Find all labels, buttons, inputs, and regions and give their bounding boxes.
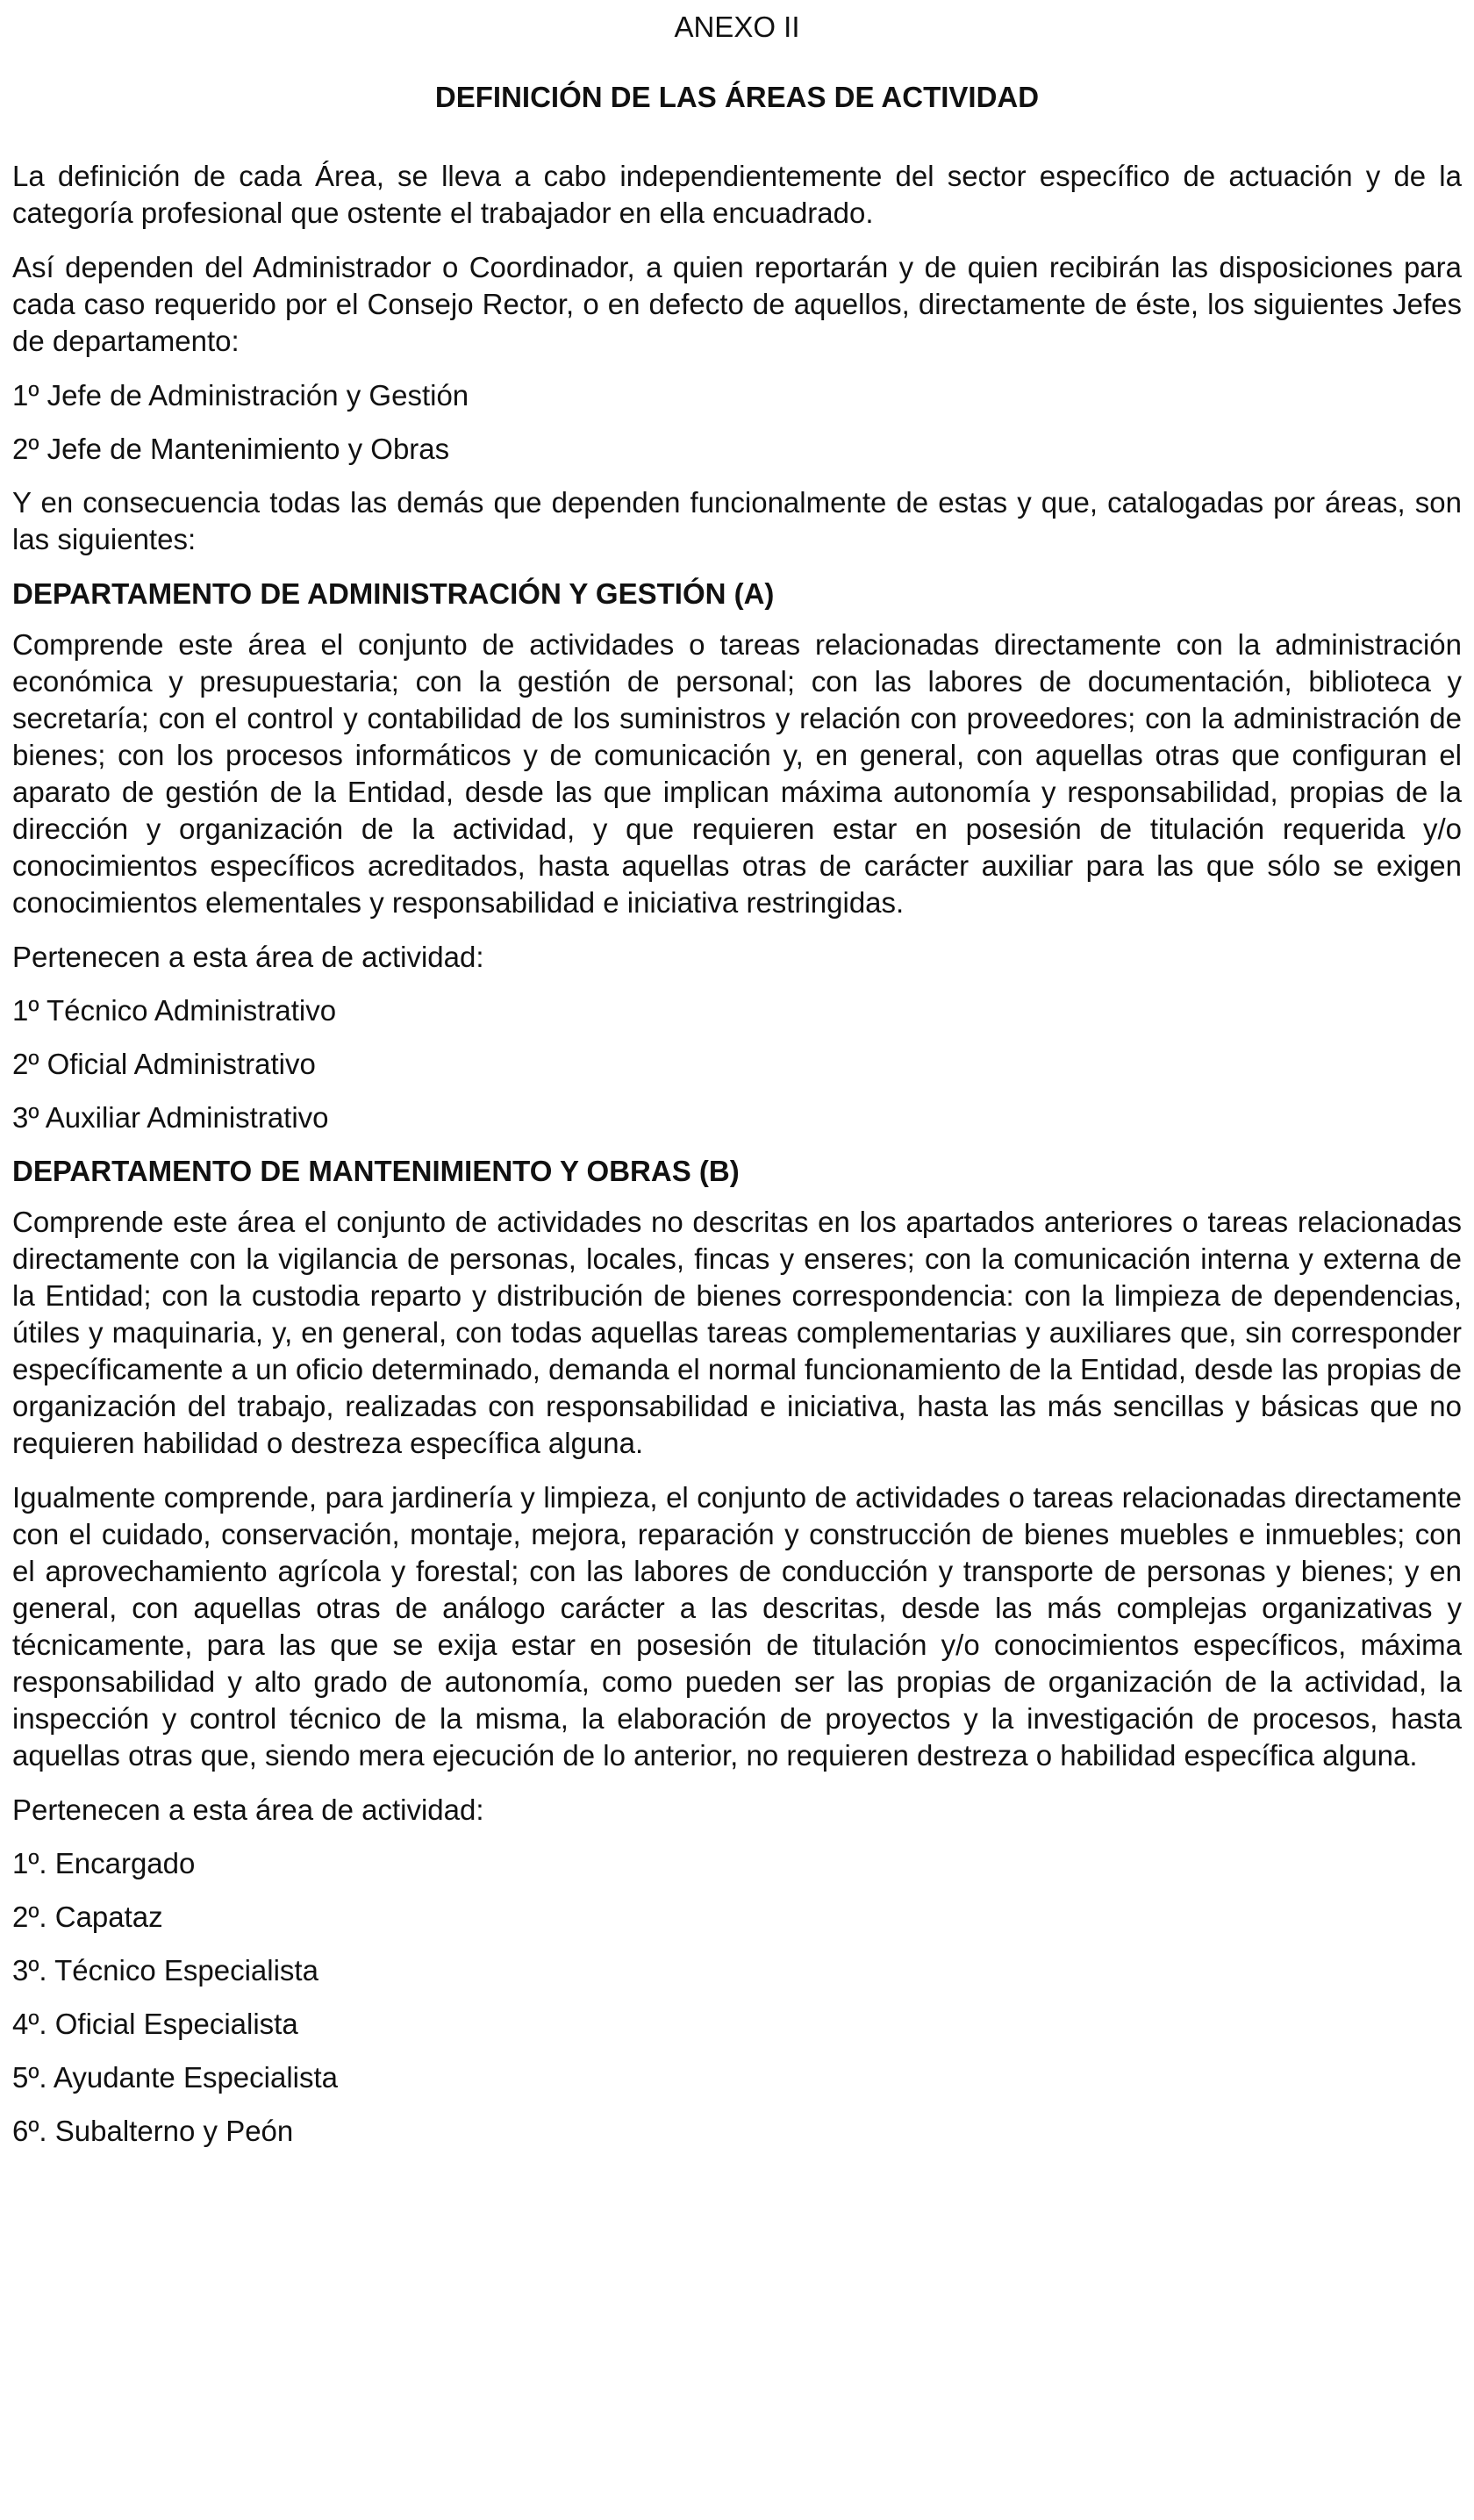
section-a-belong-label: Pertenecen a esta área de actividad: — [12, 941, 484, 973]
chief-item: 1º Jefe de Administración y Gestión — [12, 379, 469, 412]
section-b-belong-label: Pertenecen a esta área de actividad: — [12, 1793, 484, 1826]
intro-paragraph-1: La definición de cada Área, se lleva a cabo independientemente del sector específico de actuación y de la categoría profesional que ostente el trabajador en ella encuadrado. — [12, 160, 1462, 229]
section-a-list — [12, 992, 1462, 1136]
list-item: 1º. Encargado — [12, 1847, 196, 1879]
chief-item: 2º Jefe de Mantenimiento y Obras — [12, 433, 450, 465]
section-a-heading: DEPARTAMENTO DE ADMINISTRACIÓN Y GESTIÓN (A) — [12, 577, 775, 610]
annex-label: ANEXO II — [674, 11, 800, 43]
section-a-paragraph: Comprende este área el conjunto de actividades o tareas relacionadas directamente con la administración económica y presupuestaria; con la gestión de personal; con las labores de documentación, biblioteca y secretaría; con el control y contabilidad de los suministros y relación con proveedores; con la administración de bienes; con los procesos informáticos y de comunicación y, en general, con aquellas otras que configuran el aparato de gestión de la Entidad, desde las que implican máxima autonomía y responsabilidad, propias de la dirección y organización de la actividad, y que requieren estar en posesión de titulación requerida y/o conocimientos específicos acreditados, hasta aquellas otras de carácter auxiliar para las que sólo se exigen conocimientos elementales y responsabilidad e iniciativa restringidas. — [12, 628, 1462, 919]
list-item: 3º Auxiliar Administrativo — [12, 1101, 329, 1134]
list-item: 1º Técnico Administrativo — [12, 994, 337, 1027]
list-item: 6º. Subalterno y Peón — [12, 2115, 294, 2147]
section-b-heading: DEPARTAMENTO DE MANTENIMIENTO Y OBRAS (B) — [12, 1155, 740, 1187]
list-item: 4º. Oficial Especialista — [12, 2008, 298, 2040]
list-item: 3º. Técnico Especialista — [12, 1954, 318, 1987]
section-b-list — [12, 1845, 1462, 2150]
document-page — [12, 9, 1462, 2166]
document-title: DEFINICIÓN DE LAS ÁREAS DE ACTIVIDAD — [434, 81, 1040, 113]
intro-paragraph-2: Así dependen del Administrador o Coordinador, a quien reportarán y de quien recibirán las disposiciones para cada caso requerido por el Consejo Rector, o en defecto de aquellos, directamente de éste, los siguientes Jefes de departamento: — [12, 251, 1462, 357]
section-b-paragraph-1: Comprende este área el conjunto de actividades no descritas en los apartados anteriores o tareas relacionadas directamente con la vigilancia de personas, locales, fincas y enseres; con la comunicación interna y externa de la Entidad; con la custodia reparto y distribución de bienes correspondencia: con la limpieza de dependencias, útiles y maquinaria, y, en general, con todas aquellas tareas complementarias y auxiliares que, sin corresponder específicamente a un oficio determinado, demanda el normal funcionamiento de la Entidad, desde las propias de organización del trabajo, realizadas con responsabilidad e iniciativa, hasta las más sencillas y básicas que no requieren habilidad o destreza específica alguna. — [12, 1206, 1462, 1459]
section-b-paragraph-2: Igualmente comprende, para jardinería y limpieza, el conjunto de actividades o tareas relacionadas directamente con el cuidado, conservación, montaje, mejora, reparación y construcción de bienes muebles e inmuebles; con el aprovechamiento agrícola y forestal; con las labores de conducción y transporte de personas y bienes; y en general, con aquellas otras de análogo carácter a las descritas, desde las más complejas organizativas y técnicamente, para las que se exija estar en posesión de titulación y/o conocimientos específicos, máxima responsabilidad y alto grado de autonomía, como pueden ser las propias de organización de la actividad, la inspección y control técnico de la misma, la elaboración de proyectos y la investigación de procesos, hasta aquellas otras que, siendo mera ejecución de lo anterior, no requieren destreza o habilidad específica alguna. — [12, 1481, 1462, 1772]
intro-paragraph-3: Y en consecuencia todas las demás que dependen funcionalmente de estas y que, catalogadas por áreas, son las siguientes: — [12, 486, 1462, 555]
list-item: 2º Oficial Administrativo — [12, 1048, 316, 1080]
list-item: 5º. Ayudante Especialista — [12, 2061, 339, 2094]
list-item: 2º. Capataz — [12, 1901, 163, 1933]
